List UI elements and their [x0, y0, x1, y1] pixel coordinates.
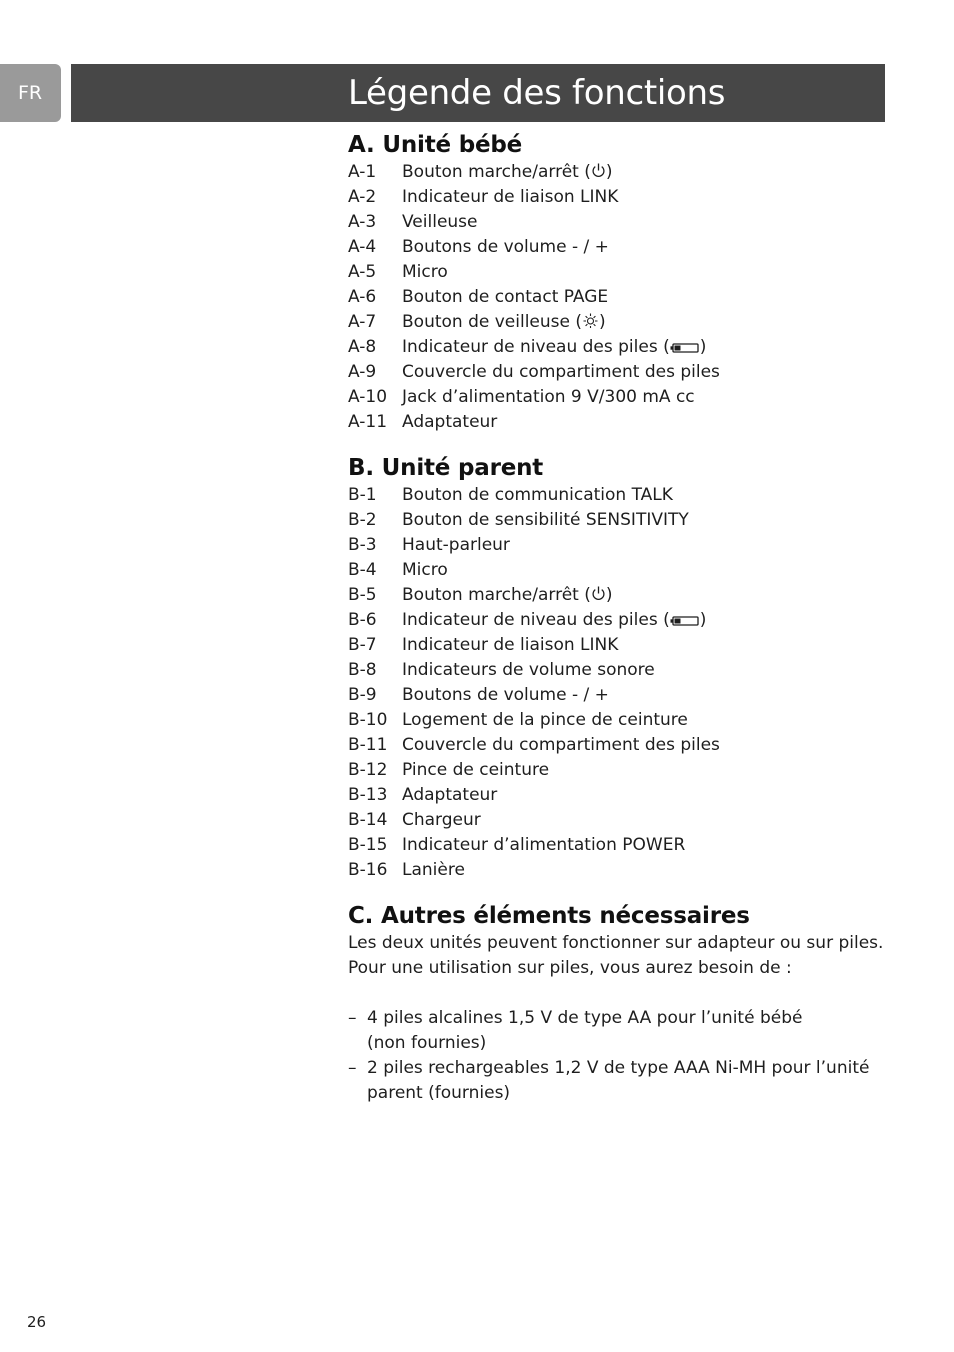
item-label: Indicateurs de volume sonore	[402, 660, 655, 680]
item-code: A-11	[348, 412, 388, 432]
power-icon	[591, 585, 606, 610]
item-list-baby-unit	[348, 160, 888, 435]
list-item	[348, 558, 888, 583]
item-label: Chargeur	[402, 810, 481, 830]
item-code: A-6	[348, 287, 377, 307]
list-item	[348, 758, 888, 783]
bullet-line: 4 piles alcalines 1,5 V de type AA pour l’unité bébé	[367, 1008, 803, 1028]
item-code: A-5	[348, 262, 377, 282]
section-heading-other-items: C. Autres éléments nécessaires	[348, 903, 750, 929]
list-item	[348, 360, 888, 385]
item-code: A-2	[348, 187, 377, 207]
list-item	[348, 335, 888, 360]
language-code: FR	[18, 82, 43, 104]
item-label: Couvercle du compartiment des piles	[402, 735, 720, 755]
item-suffix: )	[605, 585, 613, 605]
item-code: B-2	[348, 510, 377, 530]
section-baby-unit	[348, 130, 888, 435]
nightlight-icon	[582, 312, 599, 337]
item-label: Bouton marche/arrêt (	[402, 585, 591, 605]
list-item	[348, 285, 888, 310]
item-label: Boutons de volume - / +	[402, 685, 609, 705]
section-heading-parent-unit: B. Unité parent	[348, 455, 544, 481]
item-label: Couvercle du compartiment des piles	[402, 362, 720, 382]
item-label: Micro	[402, 560, 448, 580]
item-code: B-16	[348, 860, 388, 880]
list-item	[348, 410, 888, 435]
bullet-line: 2 piles rechargeables 1,2 V de type AAA Ni-MH pour l’unité	[367, 1058, 870, 1078]
section-heading-baby-unit: A. Unité bébé	[348, 132, 523, 158]
battery-icon	[670, 337, 700, 362]
title-bar	[71, 64, 885, 122]
list-item	[348, 733, 888, 758]
item-code: B-15	[348, 835, 388, 855]
list-item	[348, 385, 888, 410]
item-suffix: )	[605, 162, 613, 182]
page-title: Légende des fonctions	[348, 73, 726, 113]
list-item	[348, 833, 888, 858]
section-other-items	[348, 901, 888, 1106]
item-code: B-8	[348, 660, 377, 680]
item-list-parent-unit	[348, 483, 888, 883]
item-label: Bouton de veilleuse (	[402, 312, 583, 332]
list-item	[348, 260, 888, 285]
item-label: Indicateur d’alimentation POWER	[402, 835, 686, 855]
item-code: B-7	[348, 635, 377, 655]
paragraph-line: Les deux unités peuvent fonctionner sur adapteur ou sur piles.	[348, 933, 884, 953]
list-item	[348, 483, 888, 508]
page-number: 26	[27, 1313, 47, 1331]
item-label: Lanière	[402, 860, 465, 880]
item-label: Haut-parleur	[402, 535, 510, 555]
list-item	[348, 783, 888, 808]
item-label: Adaptateur	[402, 412, 498, 432]
list-item	[348, 210, 888, 235]
list-item	[348, 708, 888, 733]
item-code: B-3	[348, 535, 377, 555]
list-item	[348, 235, 888, 260]
list-item	[348, 310, 888, 335]
item-code: B-4	[348, 560, 377, 580]
intro-paragraph	[348, 931, 888, 981]
bullet-line: (non fournies)	[367, 1033, 487, 1053]
list-item	[348, 533, 888, 558]
item-code: B-6	[348, 610, 377, 630]
item-code: B-1	[348, 485, 377, 505]
item-label: Pince de ceinture	[402, 760, 550, 780]
item-code: A-7	[348, 312, 377, 332]
item-code: B-14	[348, 810, 388, 830]
list-item	[348, 608, 888, 633]
item-label: Indicateur de liaison LINK	[402, 635, 619, 655]
list-item	[348, 160, 888, 185]
item-label: Micro	[402, 262, 448, 282]
item-label: Boutons de volume - / +	[402, 237, 609, 257]
power-icon	[591, 162, 606, 187]
item-label: Jack d’alimentation 9 V/300 mA cc	[402, 387, 695, 407]
item-code: B-13	[348, 785, 388, 805]
item-code: B-12	[348, 760, 388, 780]
item-code: B-10	[348, 710, 388, 730]
item-code: A-9	[348, 362, 377, 382]
language-tab	[0, 64, 61, 122]
content	[348, 130, 888, 1106]
item-code: A-3	[348, 212, 377, 232]
item-code: A-8	[348, 337, 377, 357]
bullet-line: parent (fournies)	[367, 1083, 511, 1103]
list-item	[348, 858, 888, 883]
item-label: Veilleuse	[402, 212, 478, 232]
item-code: B-9	[348, 685, 377, 705]
bullet-item	[348, 1006, 888, 1056]
item-label: Bouton marche/arrêt (	[402, 162, 591, 182]
item-label: Bouton de contact PAGE	[402, 287, 609, 307]
list-item	[348, 633, 888, 658]
bullet-item	[348, 1056, 888, 1106]
list-item	[348, 508, 888, 533]
item-label: Bouton de sensibilité SENSITIVITY	[402, 510, 689, 530]
item-code: B-5	[348, 585, 377, 605]
item-label: Indicateur de niveau des piles (	[402, 610, 670, 630]
dash-marker: –	[348, 1058, 357, 1078]
item-label: Indicateur de niveau des piles (	[402, 337, 670, 357]
list-item	[348, 583, 888, 608]
section-parent-unit	[348, 453, 888, 883]
list-item	[348, 185, 888, 210]
item-code: A-4	[348, 237, 377, 257]
battery-icon	[670, 610, 700, 635]
item-suffix: )	[699, 610, 707, 630]
item-label: Bouton de communication TALK	[402, 485, 673, 505]
item-label: Logement de la pince de ceinture	[402, 710, 688, 730]
dash-marker: –	[348, 1008, 357, 1028]
item-label: Adaptateur	[402, 785, 498, 805]
paragraph-line: Pour une utilisation sur piles, vous aurez besoin de :	[348, 958, 792, 978]
list-item	[348, 808, 888, 833]
item-code: A-10	[348, 387, 388, 407]
item-suffix: )	[699, 337, 707, 357]
item-code: B-11	[348, 735, 388, 755]
list-item	[348, 658, 888, 683]
item-code: A-1	[348, 162, 377, 182]
item-label: Indicateur de liaison LINK	[402, 187, 619, 207]
item-suffix: )	[599, 312, 606, 332]
list-item	[348, 683, 888, 708]
